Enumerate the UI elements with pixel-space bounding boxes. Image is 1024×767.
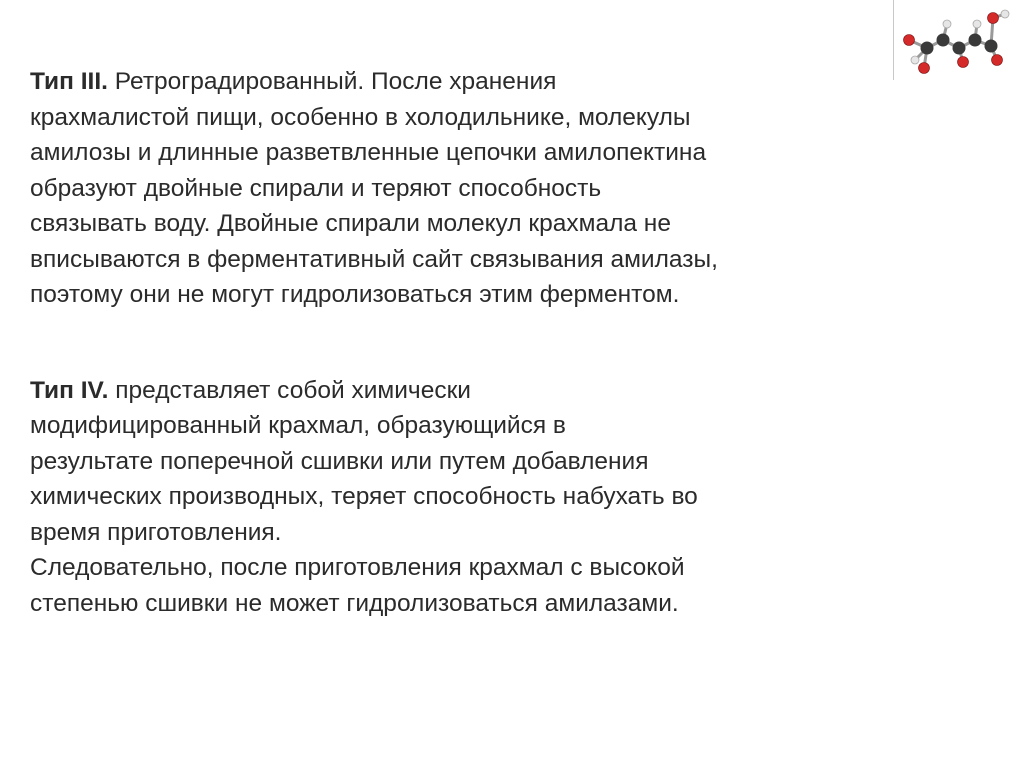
type-4-heading-rest: представляет собой химически <box>108 376 471 404</box>
paragraph-line: амилозы и длинные разветвленные цепочки амилопектина <box>30 139 707 166</box>
ball-and-stick-molecule-icon <box>897 2 1019 84</box>
paragraph-line: модифицированный крахмал, образующийся в <box>30 412 566 439</box>
type-3-heading: Тип III. <box>30 68 108 95</box>
paragraph-line <box>30 64 910 100</box>
body-text <box>30 64 910 621</box>
paragraph-line: Следовательно, после приготовления крахмал с высокой <box>30 554 685 581</box>
paragraph-line: вписываются в ферментативный сайт связывания амилазы, <box>30 245 718 273</box>
paragraph-line: химических производных, теряет способность набухать во <box>30 483 698 510</box>
paragraph-line: степенью сшивки не может гидролизоваться амилазами. <box>30 589 679 617</box>
paragraph-line: крахмалистой пищи, особенно в холодильнике, молекулы <box>30 103 691 131</box>
paragraph-line: поэтому они не могут гидролизоваться этим ферментом. <box>30 281 680 308</box>
type-4-heading: Тип IV. <box>30 376 109 404</box>
paragraph-line: результате поперечной сшивки или путем добавления <box>30 447 649 475</box>
type-3-heading-rest: Ретроградированный. После хранения <box>107 68 557 95</box>
paragraph-type-4 <box>30 373 910 622</box>
paragraph-line: связывать воду. Двойные спирали молекул крахмала не <box>30 210 671 237</box>
paragraph-line: образуют двойные спирали и теряют способность <box>30 174 602 202</box>
paragraph-line: время приготовления. <box>30 518 282 546</box>
paragraph-type-3 <box>30 64 910 313</box>
paragraph-line <box>30 373 910 409</box>
